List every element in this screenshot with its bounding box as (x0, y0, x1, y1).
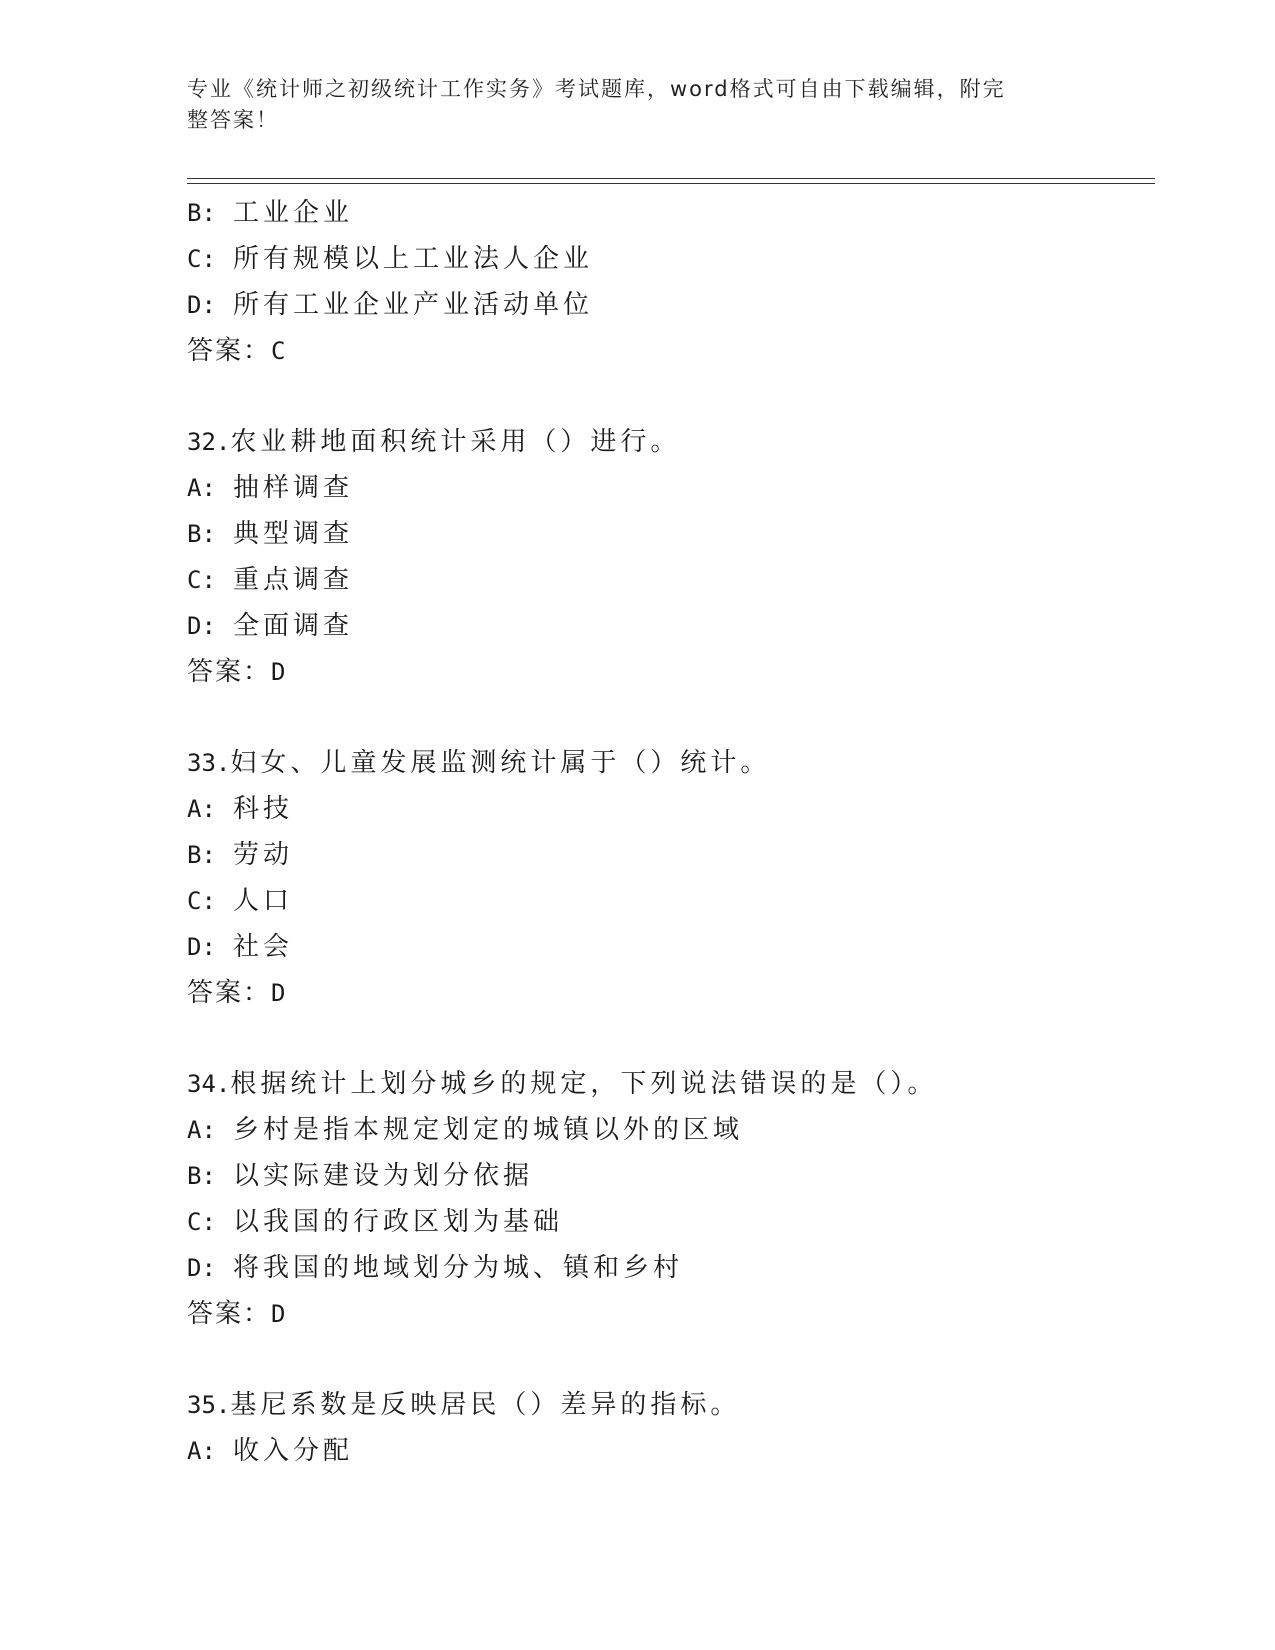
option-text: 将我国的地域划分为城、镇和乡村 (233, 1253, 684, 1283)
spacer (187, 1016, 1155, 1061)
option-key: A: (187, 474, 216, 502)
header-divider-top (187, 178, 1155, 179)
option-b (187, 1153, 1155, 1199)
option-key: B: (187, 1162, 216, 1190)
option-text: 重点调查 (233, 565, 354, 595)
option-a (187, 786, 1155, 832)
question-number: 32. (187, 428, 231, 456)
question-stem (187, 1061, 1155, 1107)
option-text: 典型调查 (233, 519, 354, 549)
spacer (187, 1337, 1155, 1382)
question-number: 33. (187, 749, 231, 777)
option-d (187, 282, 1155, 328)
answer-label: 答案： (187, 978, 272, 1008)
option-key: C: (187, 1208, 216, 1236)
option-a (187, 465, 1155, 511)
option-key: C: (187, 245, 216, 273)
question-text: 妇女、儿童发展监测统计属于（）统计。 (230, 748, 771, 778)
document-body (187, 190, 1155, 1474)
answer-value: D (271, 658, 288, 686)
answer-line (187, 1291, 1155, 1337)
option-key: B: (187, 199, 216, 227)
answer-line (187, 649, 1155, 695)
option-a (187, 1428, 1155, 1474)
question-32 (187, 419, 1155, 695)
option-text: 人口 (233, 886, 294, 916)
spacer (187, 695, 1155, 740)
option-text: 抽样调查 (233, 473, 354, 503)
question-31-continuation (187, 190, 1155, 374)
question-35 (187, 1382, 1155, 1474)
option-key: A: (187, 1437, 216, 1465)
option-text: 所有规模以上工业法人企业 (233, 244, 594, 274)
question-stem (187, 419, 1155, 465)
option-key: B: (187, 520, 216, 548)
answer-line (187, 328, 1155, 374)
answer-value: C (271, 337, 288, 365)
option-text: 工业企业 (233, 198, 354, 228)
option-text: 社会 (233, 932, 294, 962)
option-key: D: (187, 1254, 216, 1282)
option-b (187, 832, 1155, 878)
option-text: 收入分配 (233, 1436, 354, 1466)
question-stem (187, 740, 1155, 786)
option-text: 以实际建设为划分依据 (233, 1161, 534, 1191)
option-key: C: (187, 566, 216, 594)
header-line-2: 整答案！ (187, 108, 279, 132)
option-b (187, 190, 1155, 236)
document-header (187, 74, 1067, 136)
option-key: D: (187, 612, 216, 640)
option-text: 以我国的行政区划为基础 (233, 1207, 564, 1237)
answer-value: D (271, 1300, 288, 1328)
question-number: 34. (187, 1070, 231, 1098)
option-key: A: (187, 795, 216, 823)
option-text: 全面调查 (233, 611, 354, 641)
question-number: 35. (187, 1391, 231, 1419)
answer-line (187, 970, 1155, 1016)
option-d (187, 603, 1155, 649)
option-c (187, 1199, 1155, 1245)
question-33 (187, 740, 1155, 1016)
option-c (187, 236, 1155, 282)
option-a (187, 1107, 1155, 1153)
answer-label: 答案： (187, 1299, 272, 1329)
option-c (187, 878, 1155, 924)
option-d (187, 1245, 1155, 1291)
question-text: 基尼系数是反映居民（）差异的指标。 (230, 1390, 741, 1420)
option-text: 乡村是指本规定划定的城镇以外的区域 (233, 1115, 744, 1145)
option-text: 所有工业企业产业活动单位 (233, 290, 594, 320)
option-key: C: (187, 887, 216, 915)
answer-label: 答案： (187, 657, 272, 687)
option-text: 劳动 (233, 840, 294, 870)
question-stem (187, 1382, 1155, 1428)
option-c (187, 557, 1155, 603)
header-line-1: 专业《统计师之初级统计工作实务》考试题库，word格式可自由下载编辑，附完 (187, 77, 1006, 101)
spacer (187, 374, 1155, 419)
question-text: 农业耕地面积统计采用（）进行。 (230, 427, 681, 457)
option-b (187, 511, 1155, 557)
option-key: B: (187, 841, 216, 869)
option-text: 科技 (233, 794, 294, 824)
answer-value: D (271, 979, 288, 1007)
answer-label: 答案： (187, 336, 272, 366)
question-text: 根据统计上划分城乡的规定，下列说法错误的是（）。 (230, 1069, 938, 1099)
header-divider-bottom (187, 183, 1155, 184)
option-key: D: (187, 291, 216, 319)
option-key: A: (187, 1116, 216, 1144)
question-34 (187, 1061, 1155, 1337)
option-d (187, 924, 1155, 970)
option-key: D: (187, 933, 216, 961)
